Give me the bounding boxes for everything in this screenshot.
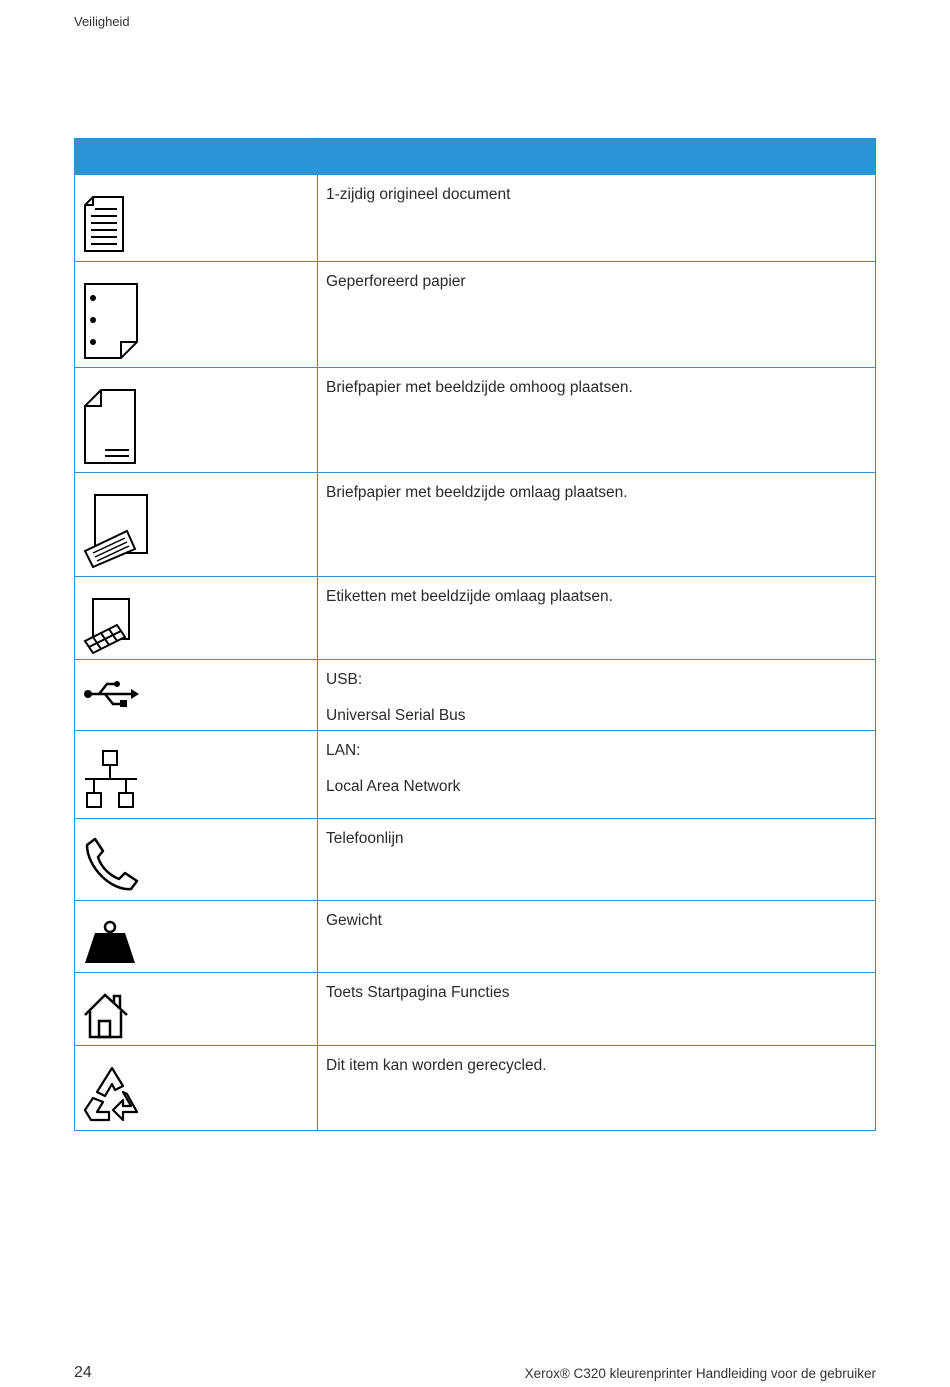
letterhead-face-down-icon	[83, 493, 149, 569]
table-row	[75, 175, 876, 262]
telephone-line-icon	[83, 837, 139, 893]
usb-icon	[83, 678, 141, 710]
table-row	[75, 1046, 876, 1131]
page-number: 24	[74, 1364, 92, 1381]
symbols-table	[74, 138, 876, 1131]
weight-icon	[83, 919, 137, 965]
running-header: Veiligheid	[74, 14, 130, 29]
row-description: Geperforeerd papier	[326, 273, 466, 290]
letterhead-face-up-icon	[83, 388, 139, 466]
table-row	[75, 901, 876, 973]
row-title: USB:	[326, 671, 363, 688]
recycle-icon	[83, 1064, 141, 1124]
table-row	[75, 262, 876, 368]
table-row	[75, 577, 876, 660]
table-row	[75, 973, 876, 1046]
table-row	[75, 731, 876, 819]
table-row	[75, 819, 876, 901]
row-description: Toets Startpagina Functies	[326, 984, 510, 1001]
lan-network-icon	[83, 749, 139, 811]
home-icon	[83, 993, 131, 1039]
labels-face-down-icon	[83, 597, 133, 653]
row-description: Telefoonlijn	[326, 830, 404, 847]
row-description: Universal Serial Bus	[326, 707, 466, 724]
table-row	[75, 473, 876, 577]
column-header-symbol	[75, 139, 318, 175]
table-header-row	[75, 139, 876, 175]
row-description: 1-zijdig origineel document	[326, 186, 511, 203]
single-sided-document-icon	[83, 195, 127, 255]
row-description: Briefpapier met beeldzijde omhoog plaatsen.	[326, 379, 633, 396]
row-description: Gewicht	[326, 912, 382, 929]
row-title: LAN:	[326, 742, 361, 759]
row-description: Local Area Network	[326, 778, 461, 795]
table-row	[75, 368, 876, 473]
running-footer: Xerox® C320 kleurenprinter Handleiding voor de gebruiker	[524, 1366, 876, 1381]
row-description: Etiketten met beeldzijde omlaag plaatsen.	[326, 588, 613, 605]
row-description: Briefpapier met beeldzijde omlaag plaatsen.	[326, 484, 628, 501]
row-description: Dit item kan worden gerecycled.	[326, 1057, 547, 1074]
table-row	[75, 660, 876, 731]
punched-paper-icon	[83, 282, 141, 362]
column-header-description	[318, 139, 876, 175]
